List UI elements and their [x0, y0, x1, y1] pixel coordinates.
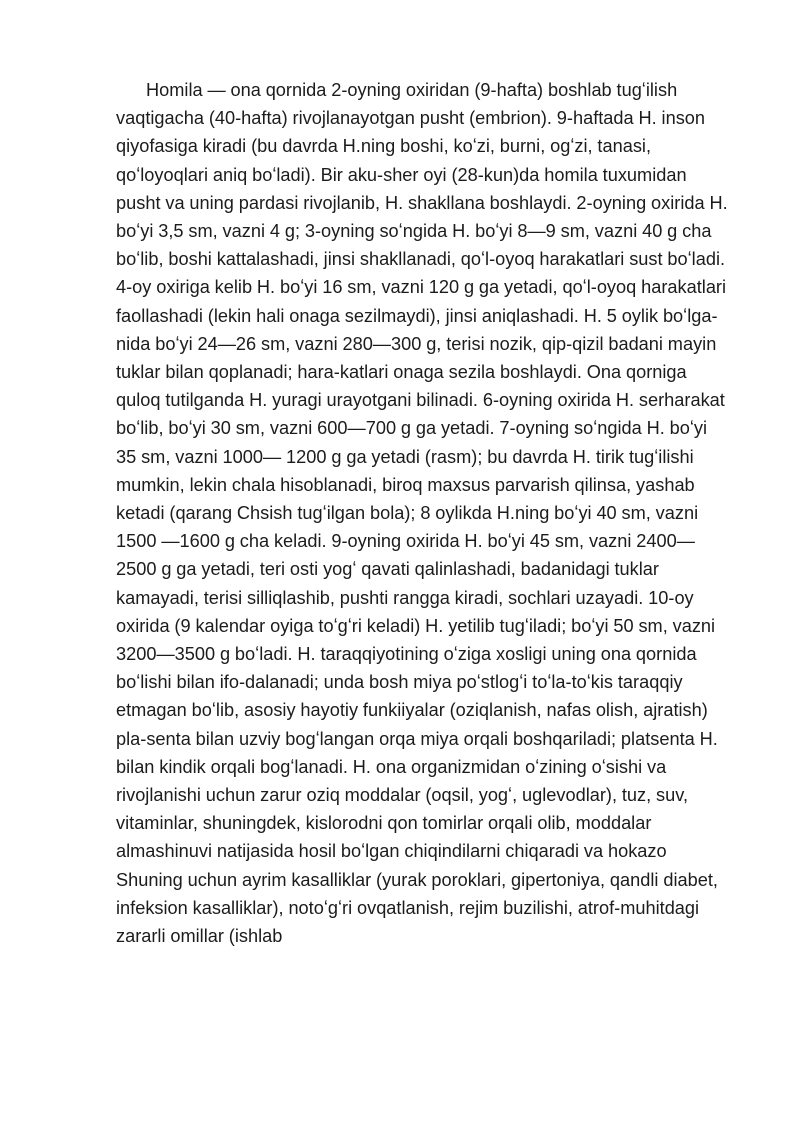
body-paragraph: Homila — ona qornida 2-oyning oxiridan (9-hafta) boshlab tugʻilish vaqtigacha (40-hafta) rivojlanayotgan pusht (embrion). 9-haftada H. inson qiyofasiga kiradi (bu davrda H.ning boshi, koʻzi, burni, ogʻzi, tanasi, qoʻloyoqlari aniq boʻladi). Bir aku-sher oyi (28-kun)da homila tuxumidan pusht va uning pardasi rivojlanib, H. shakllana boshlaydi. 2-oyning oxirida H. boʻyi 3,5 sm, vazni 4 g; 3-oyning soʻngida H. boʻyi 8—9 sm, vazni 40 g cha boʻlib, boshi kattalashadi, jinsi shakllanadi, qoʻl-oyoq harakatlari sust boʻladi. 4-oy oxiriga kelib H. boʻyi 16 sm, vazni 120 g ga yetadi, qoʻl-oyoq harakatlari faollashadi (lekin hali onaga sezilmaydi), jinsi aniqlashadi. H. 5 oylik boʻlga-nida boʻyi 24—26 sm, vazni 280—300 g, terisi nozik, qip-qizil badani mayin tuklar bilan qoplanadi; hara-katlari onaga sezila boshlaydi. Ona qorniga quloq tutilganda H. yuragi urayotgani bilinadi. 6-oyning oxirida H. serharakat boʻlib, boʻyi 30 sm, vazni 600—700 g ga yetadi. 7-oyning soʻngida H. boʻyi 35 sm, vazni 1000— 1200 g ga yetadi (rasm); bu davrda H. tirik tugʻilishi mumkin, lekin chala hisoblanadi, biroq maxsus parvarish qilinsa, yashab ketadi (qarang Chsish tugʻilgan bola); 8 oylikda H.ning boʻyi 40 sm, vazni 1500 —1600 g cha keladi. 9-oyning oxirida H. boʻyi 45 sm, vazni 2400—2500 g ga yetadi, teri osti yogʻ qavati qalinlashadi, badanidagi tuklar kamayadi, terisi silliqlashib, pushti rangga kiradi, sochlari uzayadi. 10-oy oxirida (9 kalendar oyiga toʻgʻri keladi) H. yetilib tugʻiladi; boʻyi 50 sm, vazni 3200—3500 g boʻladi. H. taraqqiyotining oʻziga xosligi uning ona qornida boʻlishi bilan ifo-dalanadi; unda bosh miya poʻstlogʻi toʻla-toʻkis taraqqiy etmagan boʻlib, asosiy hayotiy funkiiyalar (oziqlanish, nafas olish, ajratish) pla-senta bilan uzviy bogʻlangan orqa miya orqali boshqariladi; platsenta H. bilan kindik orqali bogʻlanadi. H. ona organizmidan oʻzining oʻsishi va rivojlanishi uchun zarur oziq moddalar (oqsil, yogʻ, uglevodlar), tuz, suv, vitaminlar, shuningdek, kislorodni qon tomirlar orqali olib, moddalar almashinuvi natijasida hosil boʻlgan chiqindilarni chiqaradi va hokazo Shuning uchun ayrim kasalliklar (yurak poroklari, gipertoniya, qandli diabet, infeksion kasalliklar), notoʻgʻri ovqatlanish, rejim buzilishi, atrof-muhitdagi zararli omillar (ishlab	[116, 80, 728, 947]
